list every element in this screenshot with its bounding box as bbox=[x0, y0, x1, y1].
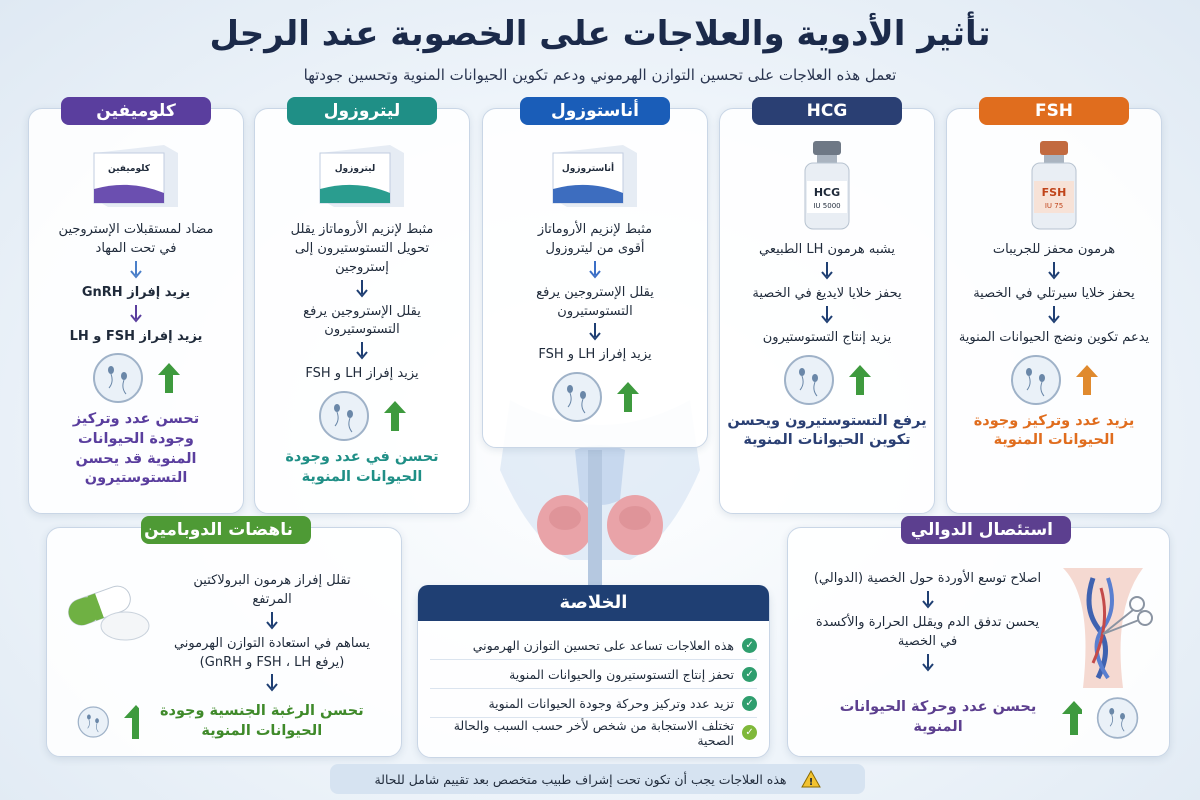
badge-clomiphene: كلوميفين bbox=[61, 97, 211, 125]
letrozole-step-3: يزيد إفراز LH و FSH bbox=[305, 366, 419, 382]
summary-item bbox=[430, 631, 757, 660]
anastrozole-box-label: أناستروزول bbox=[561, 164, 615, 174]
card-hcg bbox=[719, 101, 935, 514]
arrow-down-icon bbox=[720, 306, 934, 327]
fsh-step-2: يحفز خلايا سيرتلي في الخصية bbox=[973, 285, 1135, 301]
letrozole-result: تحسن في عدد وجودة الحيوانات المنوية bbox=[285, 449, 439, 485]
hcg-step-1: يشبه هرمون LH الطبيعي bbox=[759, 242, 895, 257]
fsh-vial-icon bbox=[1026, 141, 1082, 231]
arrow-down-icon bbox=[29, 305, 243, 326]
summary-item-text: تحفز إنتاج التستوستيرون والحيوانات المنوية bbox=[509, 666, 734, 682]
clomiphene-result: تحسن عدد وتركيز وجودة الحيوانات المنوية قد يحسن التستوستيرون bbox=[72, 411, 200, 487]
check-icon: ✓ bbox=[742, 638, 757, 653]
arrow-down-icon bbox=[255, 342, 469, 363]
summary-item-text: تزيد عدد وتركيز وحركة وجودة الحيوانات المنوية bbox=[488, 695, 734, 711]
arrow-down-icon bbox=[802, 591, 1053, 612]
warning-triangle-icon bbox=[801, 770, 821, 788]
arrow-down-icon bbox=[255, 280, 469, 301]
arrow-up-icon bbox=[124, 705, 139, 739]
arrow-up-icon bbox=[617, 382, 639, 412]
arrow-down-icon bbox=[947, 306, 1161, 327]
fsh-vial-dose: 75 IU bbox=[1044, 202, 1064, 210]
sperm-cells-icon bbox=[1096, 692, 1139, 744]
arrow-down-icon bbox=[29, 261, 243, 282]
arrow-down-icon bbox=[157, 674, 387, 695]
dopamine-step-1: تقلل إفراز هرمون البرولاكتين المرتفع bbox=[193, 573, 351, 607]
hcg-vial-label: HCG bbox=[813, 186, 841, 199]
arrow-up-icon bbox=[384, 401, 406, 431]
letrozole-step-1: مثبط لإنزيم الأروماتاز يقلل تحويل التستوستيرون إلى إستروجين bbox=[290, 222, 434, 275]
warning-banner bbox=[330, 764, 865, 794]
card-anastrozole bbox=[482, 101, 708, 448]
clomiphene-box-label: كلوميفين bbox=[107, 164, 151, 174]
summary-panel bbox=[417, 586, 770, 758]
badge-hcg: HCG bbox=[752, 97, 902, 125]
anastrozole-step-1: مثبط لإنزيم الأروماتاز أقوى من ليتروزول bbox=[537, 222, 653, 256]
card-varicocelectomy bbox=[787, 520, 1170, 757]
varicocele-step-2: يحسن تدفق الدم ويقلل الحرارة والأكسدة في الخصية bbox=[815, 614, 1040, 649]
badge-dopamine: ناهضات الدوبامين bbox=[141, 516, 311, 544]
clomiphene-step-1: مضاد لمستقبلات الإستروجين في تحت المهاد bbox=[58, 222, 214, 256]
sperm-cells-icon bbox=[77, 696, 110, 748]
clomiphene-step-2: يزيد إفراز GnRH bbox=[81, 284, 191, 300]
sperm-cells-icon bbox=[318, 390, 370, 442]
arrow-down-icon bbox=[802, 654, 1053, 675]
arrow-down-icon bbox=[157, 612, 387, 633]
arrow-down-icon bbox=[483, 323, 707, 344]
anastrozole-box-icon bbox=[549, 141, 641, 211]
card-dopamine-agonists bbox=[46, 520, 402, 757]
page-subtitle: تعمل هذه العلاجات على تحسين التوازن الهرموني ودعم تكوين الحيوانات المنوية وتحسين جودتها bbox=[303, 66, 897, 84]
check-icon: ✓ bbox=[742, 696, 757, 711]
badge-fsh: FSH bbox=[979, 97, 1129, 125]
badge-varicocele: استئصال الدوالي bbox=[901, 516, 1071, 544]
sperm-cells-icon bbox=[1010, 354, 1062, 406]
anastrozole-step-2: يقلل الإستروجين يرفع التستوستيرون bbox=[536, 284, 654, 319]
summary-item-text: تختلف الاستجابة من شخص لأخر حسب السبب والحالة الصحية bbox=[453, 717, 734, 748]
fsh-vial-label: FSH bbox=[1041, 186, 1067, 199]
badge-letrozole: ليتروزول bbox=[287, 97, 437, 125]
summary-item-text: هذه العلاجات تساعد على تحسين التوازن الهرموني bbox=[472, 637, 734, 653]
arrow-up-icon bbox=[1076, 365, 1098, 395]
summary-item bbox=[430, 689, 757, 718]
arrow-down-icon bbox=[947, 262, 1161, 283]
letrozole-box-icon bbox=[316, 141, 408, 211]
check-icon: ✓ bbox=[742, 667, 757, 682]
sperm-cells-icon bbox=[92, 352, 144, 404]
dopamine-result: تحسن الرغبة الجنسية وجودة الحيوانات المنوية bbox=[159, 703, 364, 739]
varicocele-surgery-icon bbox=[1053, 568, 1155, 688]
varicocele-result: يحسن عدد وحركة الحيوانات المنوية bbox=[839, 699, 1037, 735]
hcg-result: يرفع التستوستيرون ويحسن تكوين الحيوانات المنوية bbox=[727, 412, 927, 449]
card-clomiphene bbox=[28, 101, 244, 514]
summary-item bbox=[430, 718, 757, 747]
arrow-up-icon bbox=[1062, 701, 1082, 735]
check-icon: ✓ bbox=[742, 725, 757, 740]
varicocele-step-1: اصلاح توسع الأوردة حول الخصية (الدوالي) bbox=[813, 571, 1042, 586]
card-fsh bbox=[946, 101, 1162, 514]
capsule-pills-icon bbox=[61, 574, 157, 644]
anastrozole-step-3: يزيد إفراز LH و FSH bbox=[538, 347, 652, 363]
fsh-step-1: هرمون محفز للجريبات bbox=[992, 242, 1116, 257]
clomiphene-step-3: يزيد إفراز FSH و LH bbox=[69, 328, 203, 344]
letrozole-box-label: ليتروزول bbox=[334, 164, 376, 174]
arrow-up-icon bbox=[849, 365, 871, 395]
sperm-cells-icon bbox=[783, 354, 835, 406]
clomiphene-box-icon bbox=[90, 141, 182, 211]
svg-text:!: ! bbox=[808, 777, 813, 788]
summary-title: الخلاصة bbox=[418, 585, 769, 621]
summary-item bbox=[430, 660, 757, 689]
summary-list bbox=[430, 631, 757, 747]
badge-anastrozole: أناستوزول bbox=[520, 97, 670, 125]
hcg-vial-icon bbox=[799, 141, 855, 231]
page-title: تأثير الأدوية والعلاجات على الخصوبة عند الرجل bbox=[209, 14, 991, 54]
card-letrozole bbox=[254, 101, 470, 514]
dopamine-step-2: يساهم في استعادة التوازن الهرموني (يرفع FSH ، LH و GnRH) bbox=[173, 635, 371, 670]
warning-text: هذه العلاجات يجب أن تكون تحت إشراف طبيب متخصص بعد تقييم شامل للحالة bbox=[374, 771, 787, 787]
arrow-down-icon bbox=[720, 262, 934, 283]
arrow-up-icon bbox=[158, 363, 180, 393]
hcg-vial-dose: 5000 IU bbox=[813, 202, 841, 210]
letrozole-step-2: يقلل الإستروجين يرفع التستوستيرون bbox=[303, 303, 421, 338]
hcg-step-2: يحفز خلايا لايديغ في الخصية bbox=[752, 285, 902, 301]
sperm-cells-icon bbox=[551, 371, 603, 423]
arrow-down-icon bbox=[483, 261, 707, 282]
fsh-result: يزيد عدد وتركيز وجودة الحيوانات المنوية bbox=[973, 412, 1135, 449]
fsh-step-3: يدعم تكوين ونضج الحيوانات المنوية bbox=[958, 329, 1150, 345]
hcg-step-3: يزيد إنتاج التستوستيرون bbox=[762, 329, 892, 345]
